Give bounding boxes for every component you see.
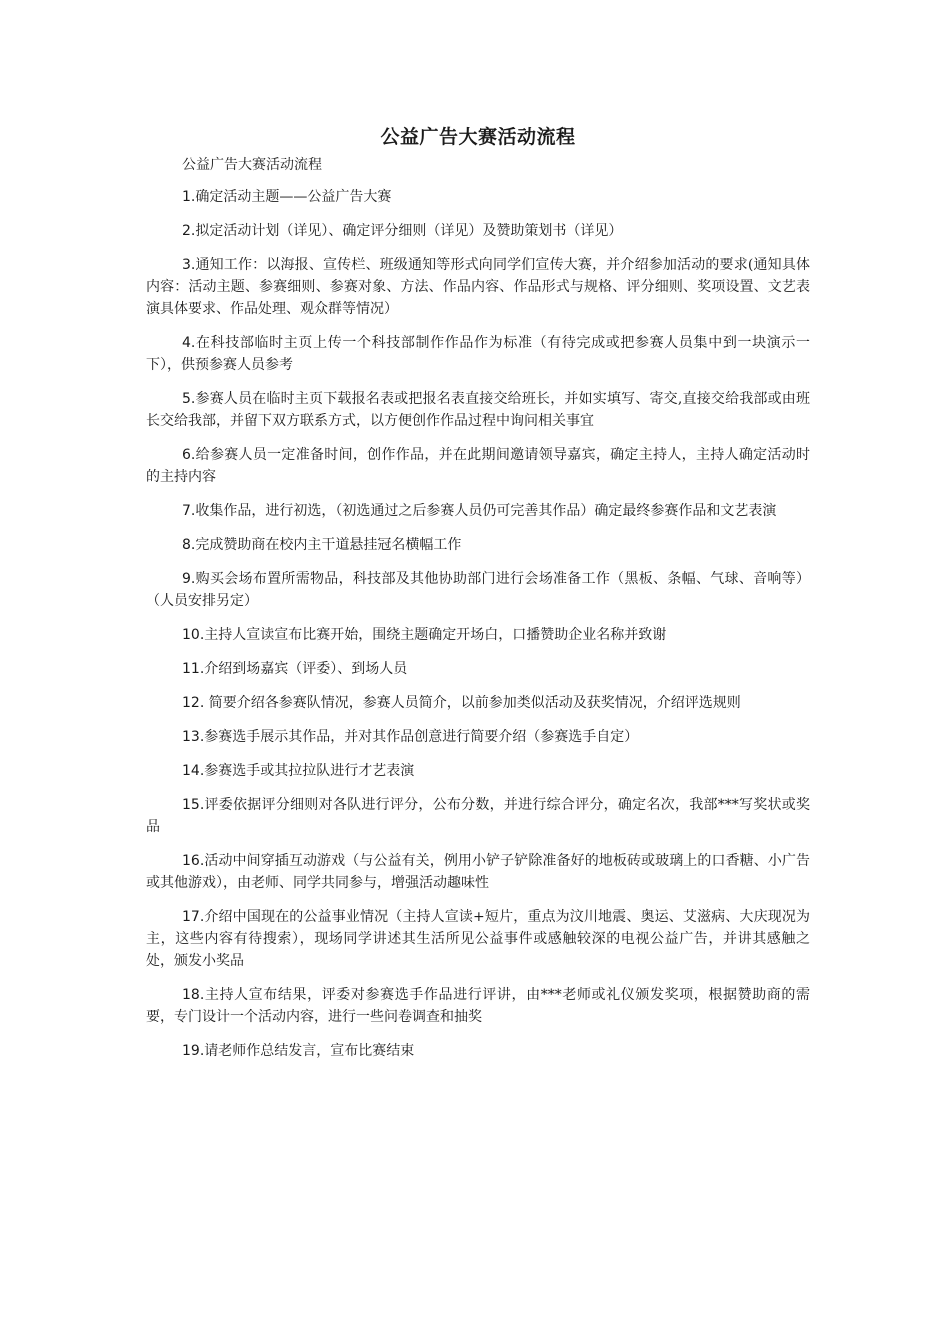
step-number: 6.	[182, 447, 196, 463]
step-item	[146, 388, 810, 432]
step-item	[146, 658, 810, 680]
step-number: 7.	[182, 503, 196, 519]
step-text: 主持人宣读宣布比赛开始，围绕主题确定开场白，口播赞助企业名称并致谢	[204, 627, 667, 643]
document-subtitle: 公益广告大赛活动流程	[182, 157, 322, 173]
step-text: 介绍到场嘉宾（评委）、到场人员	[204, 661, 408, 677]
step-number: 15.	[182, 797, 205, 813]
step-number: 5.	[182, 391, 196, 407]
step-item	[146, 850, 810, 894]
step-text: 请老师作总结发言，宣布比赛结束	[204, 1043, 415, 1059]
step-item	[146, 1040, 810, 1062]
step-item	[146, 726, 810, 748]
step-text: 评委依据评分细则对各队进行评分，公布分数，并进行综合评分，确定名次，我部***写奖状或奖品	[146, 797, 810, 835]
step-text: 参赛人员在临时主页下载报名表或把报名表直接交给班长，并如实填写、寄交,直接交给我部或由班长交给我部，并留下双方联系方式，以方便创作作品过程中询问相关事宜	[146, 391, 810, 429]
step-text: 介绍中国现在的公益事业情况（主持人宣读+短片，重点为汶川地震、奥运、艾滋病、大庆现况为主，这些内容有待搜索），现场同学讲述其生活所见公益事件或感触较深的电视公益广告，并讲其感触之处，颁发小奖品	[146, 909, 810, 969]
step-item	[146, 624, 810, 646]
step-item	[146, 186, 810, 208]
step-text: 活动中间穿插互动游戏（与公益有关，例用小铲子铲除准备好的地板砖或玻璃上的口香糖、小广告或其他游戏），由老师、同学共同参与，增强活动趣味性	[146, 853, 810, 891]
step-item	[146, 254, 810, 320]
step-number: 13.	[182, 729, 205, 745]
step-item	[146, 220, 810, 242]
step-number: 19.	[182, 1043, 205, 1059]
step-number: 16.	[182, 853, 205, 869]
step-item	[146, 568, 810, 612]
document-page	[146, 120, 810, 1074]
step-number: 8.	[182, 537, 196, 553]
step-number: 4.	[182, 335, 196, 351]
step-number: 17.	[182, 909, 205, 925]
step-item	[146, 534, 810, 556]
step-number: 3.	[182, 257, 196, 273]
step-item	[146, 332, 810, 376]
step-text: 参赛选手或其拉拉队进行才艺表演	[204, 763, 415, 779]
step-text: 简要介绍各参赛队情况，参赛人员简介，以前参加类似活动及获奖情况，介绍评选规则	[204, 695, 741, 711]
step-text: 收集作品，进行初选，（初选通过之后参赛人员仍可完善其作品）确定最终参赛作品和文艺表演	[195, 503, 777, 519]
step-item	[146, 500, 810, 522]
step-number: 1.	[182, 189, 196, 205]
step-text: 确定活动主题——公益广告大赛	[195, 189, 392, 205]
step-item	[146, 906, 810, 972]
step-item	[146, 794, 810, 838]
step-number: 12.	[182, 695, 205, 711]
step-number: 18.	[182, 987, 205, 1003]
step-item	[146, 692, 810, 714]
step-text: 完成赞助商在校内主干道悬挂冠名横幅工作	[195, 537, 462, 553]
step-number: 2.	[182, 223, 196, 239]
step-text: 参赛选手展示其作品，并对其作品创意进行简要介绍（参赛选手自定）	[204, 729, 639, 745]
step-item	[146, 760, 810, 782]
step-text: 主持人宣布结果，评委对参赛选手作品进行评讲，由***老师或礼仪颁发奖项，根据赞助商的需要，专门设计一个活动内容，进行一些问卷调查和抽奖	[146, 987, 810, 1025]
step-text: 在科技部临时主页上传一个科技部制作作品作为标准（有待完成或把参赛人员集中到一块演示一下），供预参赛人员参考	[146, 335, 810, 373]
step-text: 拟定活动计划（详见）、确定评分细则（详见）及赞助策划书（详见）	[195, 223, 623, 239]
step-number: 14.	[182, 763, 205, 779]
step-item	[146, 984, 810, 1028]
step-item	[146, 444, 810, 488]
step-text: 给参赛人员一定准备时间，创作作品，并在此期间邀请领导嘉宾，确定主持人，主持人确定活动时的主持内容	[146, 447, 810, 485]
document-title: 公益广告大赛活动流程	[380, 126, 576, 148]
step-list	[146, 186, 810, 1062]
step-number: 9.	[182, 571, 196, 587]
step-number: 11.	[182, 661, 205, 677]
step-text: 购买会场布置所需物品，科技部及其他协助部门进行会场准备工作（黑板、条幅、气球、音响等）（人员安排另定）	[146, 571, 810, 609]
step-text: 通知工作：以海报、宣传栏、班级通知等形式向同学们宣传大赛，并介绍参加活动的要求(通知具体内容：活动主题、参赛细则、参赛对象、方法、作品内容、作品形式与规格、评分细则、奖项设置、文艺表演具体要求、作品处理、观众群等情况）	[146, 257, 810, 317]
step-number: 10.	[182, 627, 205, 643]
